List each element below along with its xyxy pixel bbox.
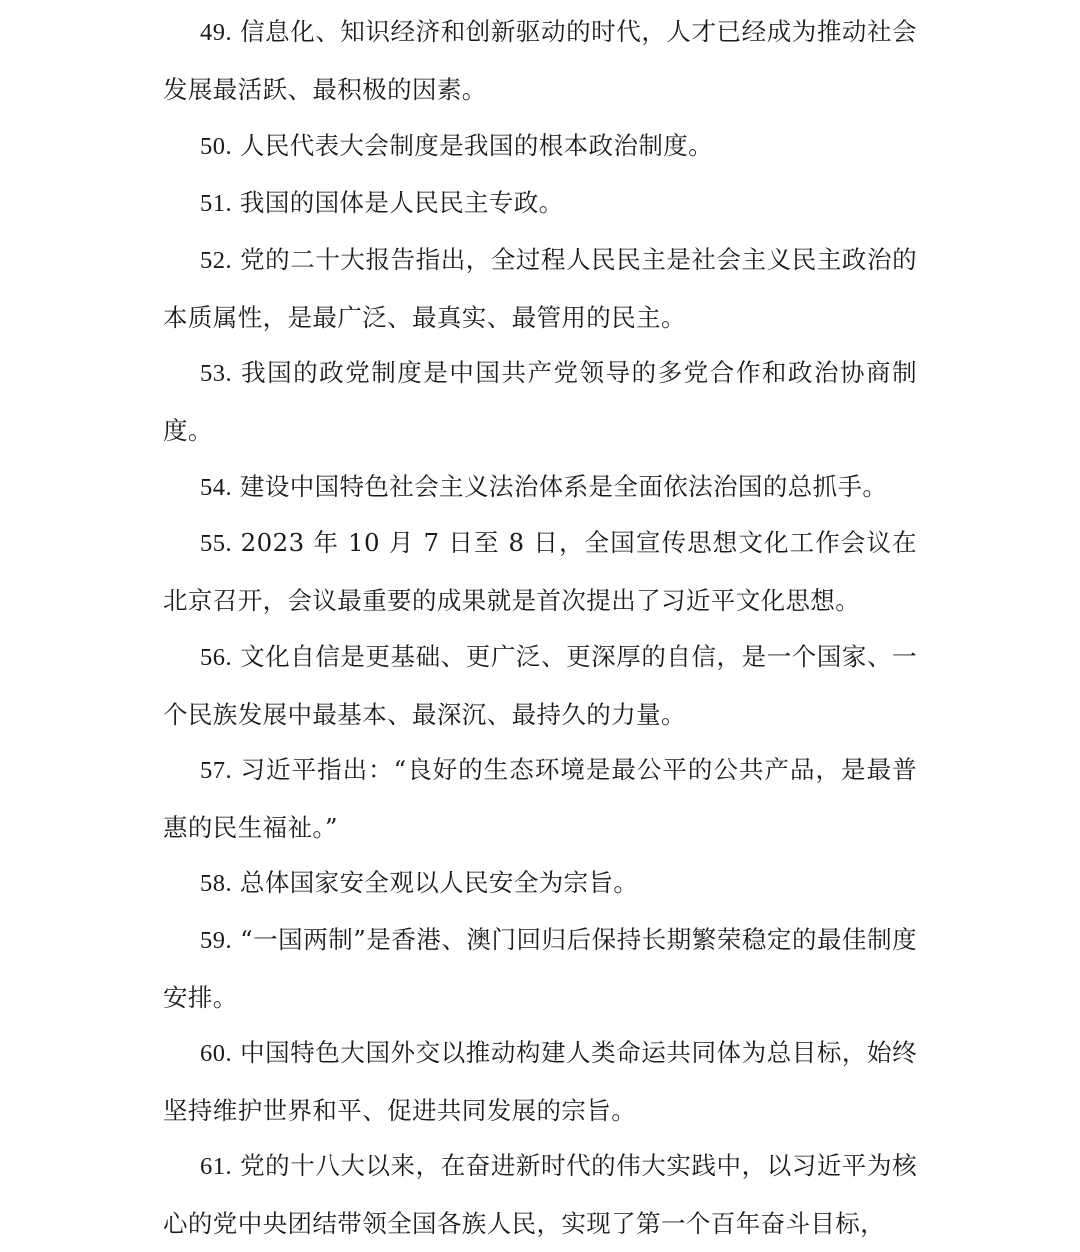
item-number: 49. xyxy=(200,19,233,46)
item-text: 习近平指出：“良好的生态环境是最公平的公共产品，是最普惠的民生福祉。” xyxy=(163,755,917,842)
list-item-61 xyxy=(163,1137,917,1252)
item-number: 52. xyxy=(200,247,233,274)
list-item-60 xyxy=(163,1024,917,1139)
item-number: 51. xyxy=(200,190,233,217)
item-number: 60. xyxy=(200,1040,233,1067)
item-number: 59. xyxy=(200,927,233,954)
list-item-59 xyxy=(163,911,917,1026)
list-item-53 xyxy=(163,344,917,459)
item-text: 人民代表大会制度是我国的根本政治制度。 xyxy=(239,131,714,160)
item-number: 53. xyxy=(200,360,233,387)
item-number: 55. xyxy=(200,530,233,557)
item-text: 我国的国体是人民民主专政。 xyxy=(239,188,564,217)
item-text: 文化自信是更基础、更广泛、更深厚的自信，是一个国家、一个民族发展中最基本、最深沉、最持久的力量。 xyxy=(163,642,917,729)
item-text: 2023 年 10 月 7 日至 8 日，全国宣传思想文化工作会议在北京召开，会议最重要的成果就是首次提出了习近平文化思想。 xyxy=(163,528,917,615)
item-text: 中国特色大国外交以推动构建人类命运共同体为总目标，始终坚持维护世界和平、促进共同发展的宗旨。 xyxy=(163,1038,917,1125)
item-number: 57. xyxy=(200,757,233,784)
item-number: 58. xyxy=(200,870,233,897)
item-text: 总体国家安全观以人民安全为宗旨。 xyxy=(239,868,639,897)
list-item-55 xyxy=(163,514,917,629)
list-item-58 xyxy=(163,854,917,912)
item-number: 50. xyxy=(200,133,233,160)
list-item-56 xyxy=(163,628,917,743)
list-item-49 xyxy=(163,3,917,118)
item-number: 61. xyxy=(200,1153,233,1180)
list-item-54 xyxy=(163,458,917,516)
list-item-51 xyxy=(163,174,917,232)
item-text: 建设中国特色社会主义法治体系是全面依法治国的总抓手。 xyxy=(239,472,888,501)
item-number: 54. xyxy=(200,474,233,501)
item-text: “一国两制”是香港、澳门回归后保持长期繁荣稳定的最佳制度安排。 xyxy=(163,925,918,1012)
list-item-57 xyxy=(163,741,917,856)
item-number: 56. xyxy=(200,644,233,671)
list-item-52 xyxy=(163,231,917,346)
item-text: 党的二十大报告指出，全过程人民民主是社会主义民主政治的本质属性，是最广泛、最真实、最管用的民主。 xyxy=(163,245,917,332)
item-text: 我国的政党制度是中国共产党领导的多党合作和政治协商制度。 xyxy=(163,358,917,445)
list-item-50 xyxy=(163,117,917,175)
item-text: 党的十八大以来，在奋进新时代的伟大实践中，以习近平为核心的党中央团结带领全国各族人民，实现了第一个百年奋斗目标， xyxy=(163,1151,917,1238)
item-text: 信息化、知识经济和创新驱动的时代，人才已经成为推动社会发展最活跃、最积极的因素。 xyxy=(163,17,917,104)
